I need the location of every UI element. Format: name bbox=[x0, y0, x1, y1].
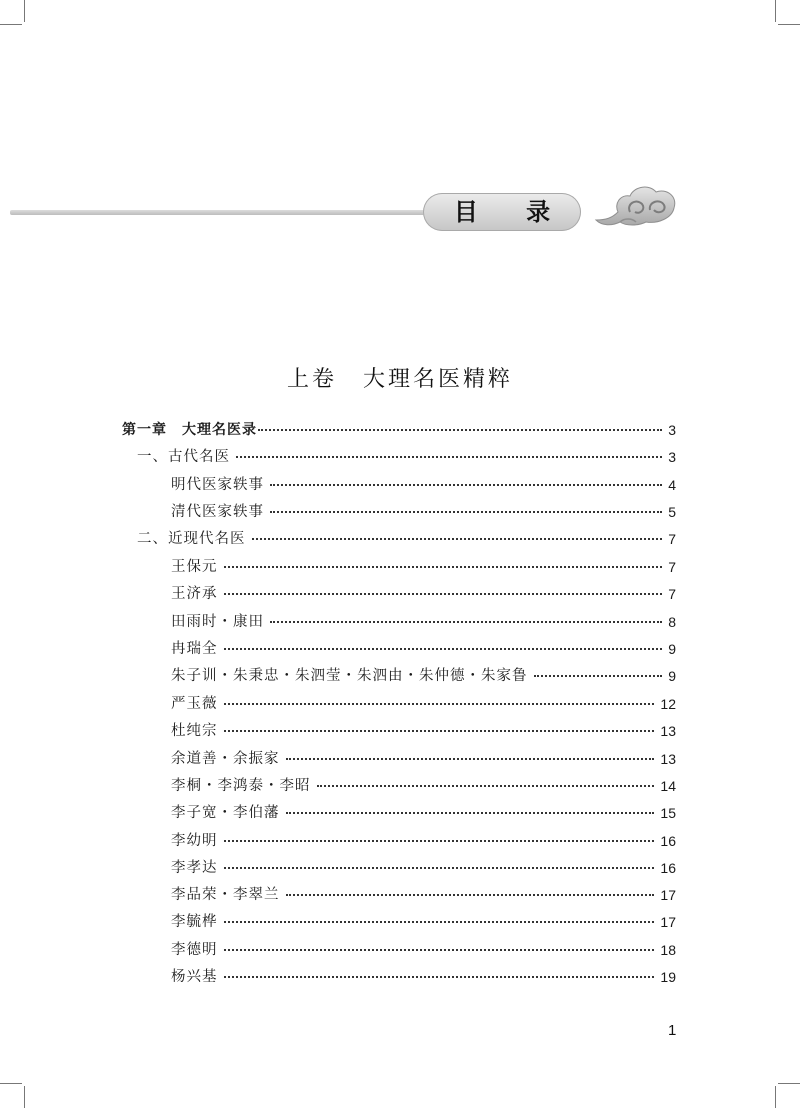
toc-entry[interactable]: 王济承 7 bbox=[171, 586, 676, 602]
crop-mark bbox=[778, 1083, 800, 1084]
toc-entry[interactable]: 王保元 7 bbox=[171, 559, 676, 575]
toc-entry[interactable]: 李毓桦 17 bbox=[171, 914, 676, 930]
page-title: 目 录 bbox=[453, 198, 571, 226]
toc-entry[interactable]: 严玉薇 12 bbox=[171, 696, 676, 712]
toc-entry[interactable]: 李品荣・李翠兰 17 bbox=[171, 887, 676, 903]
crop-mark bbox=[0, 1083, 22, 1084]
volume-title bbox=[0, 362, 800, 393]
toc-entry[interactable]: 李孝达 16 bbox=[171, 860, 676, 876]
toc-entry[interactable]: 清代医家轶事 5 bbox=[171, 504, 676, 520]
page-number: 1 bbox=[668, 1022, 677, 1039]
title-rule bbox=[10, 210, 440, 215]
toc-entry[interactable]: 明代医家轶事 4 bbox=[171, 477, 676, 493]
crop-mark bbox=[775, 1086, 776, 1108]
toc-entry[interactable]: 李子宽・李伯藩 15 bbox=[171, 805, 676, 821]
toc-entry[interactable]: 余道善・余振家 13 bbox=[171, 751, 676, 767]
toc-entry[interactable]: 田雨时・康田 8 bbox=[171, 614, 676, 630]
toc-entry[interactable]: 朱子训・朱秉忠・朱泗莹・朱泗由・朱仲德・朱家鲁 9 bbox=[171, 668, 676, 684]
toc-entry[interactable]: 杨兴基 19 bbox=[171, 969, 676, 985]
crop-mark bbox=[775, 0, 776, 22]
crop-mark bbox=[24, 0, 25, 22]
crop-mark bbox=[778, 24, 800, 25]
crop-mark bbox=[0, 24, 22, 25]
toc-entry[interactable]: 李幼明 16 bbox=[171, 833, 676, 849]
toc-entry[interactable]: 一、古代名医 3 bbox=[137, 449, 676, 465]
toc-entry[interactable]: 二、近现代名医 7 bbox=[137, 531, 676, 547]
cloud-scroll-icon bbox=[592, 182, 682, 230]
toc-entry[interactable]: 第一章 大理名医录 3 bbox=[122, 422, 676, 438]
toc-entry[interactable]: 冉瑞全 9 bbox=[171, 641, 676, 657]
crop-mark bbox=[24, 1086, 25, 1108]
toc-entry[interactable]: 李桐・李鸿泰・李昭 14 bbox=[171, 778, 676, 794]
toc-entry[interactable]: 杜纯宗 13 bbox=[171, 723, 676, 739]
volume-part: 上卷 bbox=[286, 367, 337, 392]
volume-name: 大理名医精粹 bbox=[363, 367, 514, 392]
toc-entry[interactable]: 李德明 18 bbox=[171, 942, 676, 958]
